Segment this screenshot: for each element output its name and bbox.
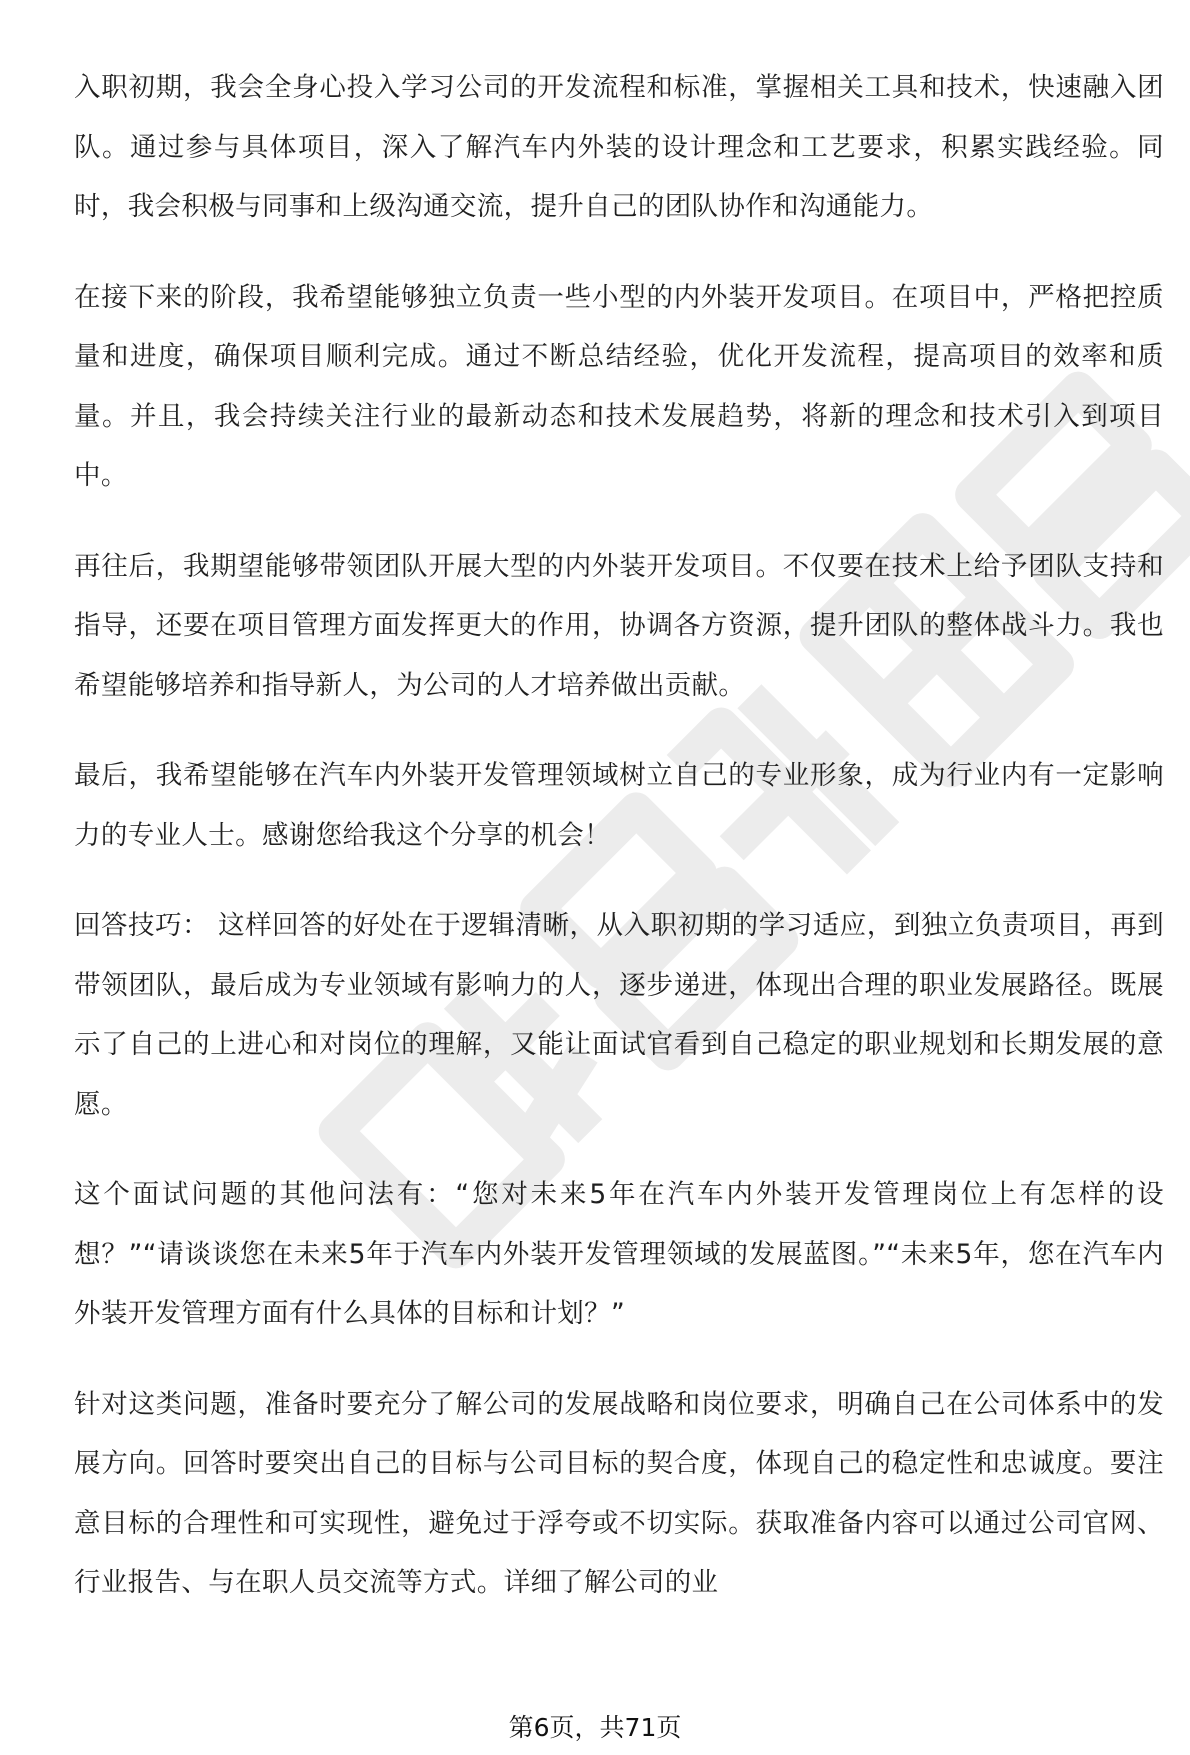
answer-tips-paragraph: 回答技巧： 这样回答的好处在于逻辑清晰，从入职初期的学习适应，到独立负责项目，再到带领团队，最后成为专业领域有影响力的人，逐步递进，体现出合理的职业发展路径。既展示了自己的上进心和对岗位的理解，又能让面试官看到自己稳定的职业规划和长期发展的意愿。 (74, 910, 1164, 1120)
paragraph: 在接下来的阶段，我希望能够独立负责一些小型的内外装开发项目。在项目中，严格把控质量和进度，确保项目顺利完成。通过不断总结经验，优化开发流程，提高项目的效率和质量。并且，我会持续关注行业的最新动态和技术发展趋势，将新的理念和技术引入到项目中。 (74, 281, 1164, 491)
page-number-footer: 第6页，共71页 (508, 1713, 682, 1742)
alternative-questions-paragraph: 这个面试问题的其他问法有：“您对未来5年在汽车内外装开发管理岗位上有怎样的设想？”“请谈谈您在未来5年于汽车内外装开发管理领域的发展蓝图。”“未来5年，您在汽车内外装开发管理方面有什么具体的目标和计划？” (74, 1179, 1164, 1329)
preparation-advice-paragraph: 针对这类问题，准备时要充分了解公司的发展战略和岗位要求，明确自己在公司体系中的发展方向。回答时要突出自己的目标与公司目标的契合度，体现自己的稳定性和忠诚度。要注意目标的合理性和可实现性，避免过于浮夸或不切实际。获取准备内容可以通过公司官网、行业报告、与在职人员交流等方式。详细了解公司的业 (74, 1388, 1164, 1598)
paragraph: 入职初期，我会全身心投入学习公司的开发流程和标准，掌握相关工具和技术，快速融入团队。通过参与具体项目，深入了解汽车内外装的设计理念和工艺要求，积累实践经验。同时，我会积极与同事和上级沟通交流，提升自己的团队协作和沟通能力。 (74, 72, 1164, 222)
document-body (74, 58, 1164, 1644)
paragraph: 再往后，我期望能够带领团队开展大型的内外装开发项目。不仅要在技术上给予团队支持和指导，还要在项目管理方面发挥更大的作用，协调各方资源，提升团队的整体战斗力。我也希望能够培养和指导新人，为公司的人才培养做出贡献。 (74, 550, 1164, 701)
paragraph: 最后，我希望能够在汽车内外装开发管理领域树立自己的专业形象，成为行业内有一定影响力的专业人士。感谢您给我这个分享的机会！ (74, 760, 1164, 851)
